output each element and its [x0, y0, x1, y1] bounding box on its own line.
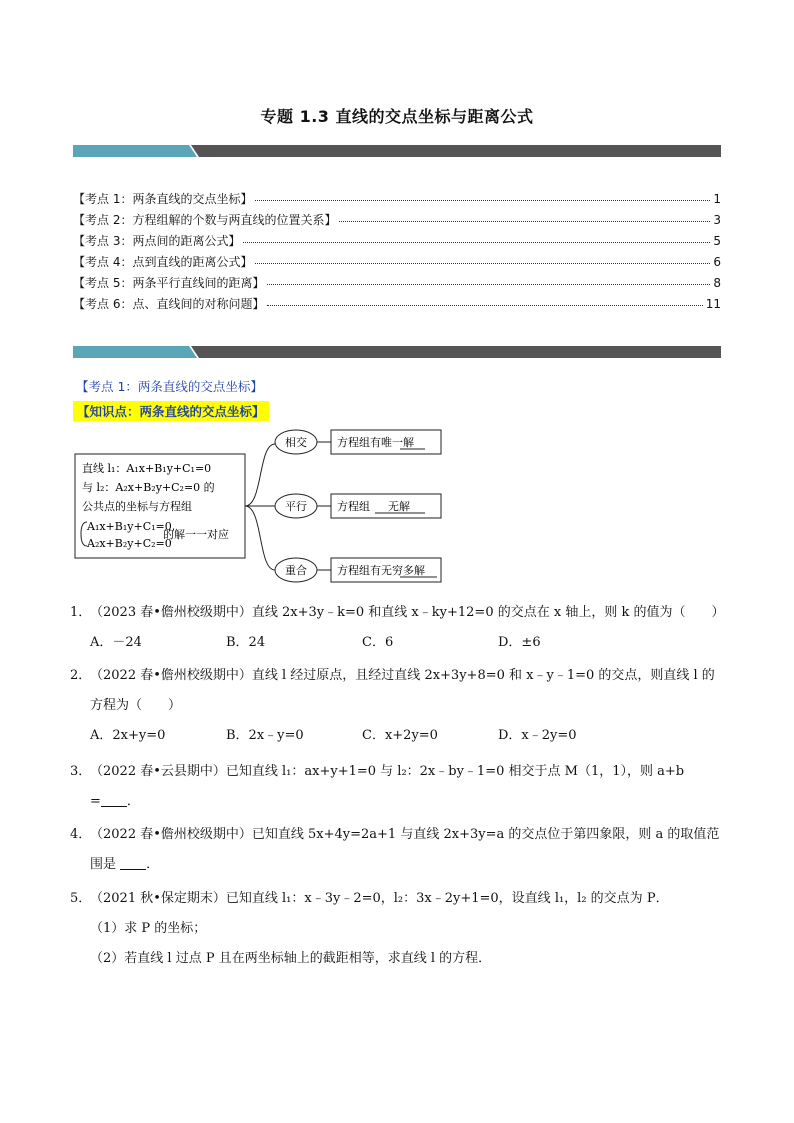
option-d[interactable]: D．±6	[498, 635, 541, 650]
relation-label: 相交	[285, 436, 307, 449]
relation-label: 平行	[285, 500, 307, 513]
diagram-left-line: 公共点的坐标与方程组	[82, 500, 192, 513]
question-text: （2021 秋•保定期末）已知直线 l₁：x﹣3y﹣2=0，l₂：3x﹣2y+1=0，设直线 l₁，l₂ 的交点为 P．	[90, 891, 669, 906]
toc-item[interactable]: 【考点 6：点、直线间的对称问题】 11	[73, 297, 721, 311]
question-text: （2022 春•儋州校级期中）直线 l 经过原点，且经过直线 2x+3y+8=0 和 x﹣y﹣1=0 的交点，则直线 l 的	[90, 668, 715, 683]
result-prefix: 方程组	[337, 500, 370, 513]
diagram-left-line: 与 l₂：A₂x+B₂y+C₂=0 的	[82, 481, 215, 494]
answer-blank[interactable]	[101, 792, 127, 807]
toc-item[interactable]: 【考点 2：方程组解的个数与两直线的位置关系】 3	[73, 213, 721, 227]
question-text-cont: 方程为（ ）	[90, 698, 182, 713]
subquestion-1: （1）求 P 的坐标；	[90, 921, 207, 936]
page-title: 专题 1.3 直线的交点坐标与距离公式	[260, 107, 534, 126]
question-4: 4．（2022 春•儋州校级期中）已知直线 5x+4y=2a+1 与直线 2x+3y=a 的交点位于第四象限，则 a 的取值范 围是 ．	[70, 827, 720, 872]
relation-diagram	[73, 424, 493, 584]
toc-item[interactable]: 【考点 5：两条平行直线间的距离】 8	[73, 276, 721, 290]
relation-label: 重合	[285, 564, 307, 577]
section-heading: 【考点 1：两条直线的交点坐标】	[76, 379, 263, 394]
subquestion-2: （2）若直线 l 过点 P 且在两坐标轴上的截距相等，求直线 l 的方程．	[90, 951, 492, 966]
result-text: 无解	[388, 500, 410, 513]
header-band	[73, 145, 721, 157]
diagram-left-line: 直线 l₁：A₁x+B₁y+C₁=0	[82, 462, 212, 475]
toc-item[interactable]: 【考点 4：点到直线的距离公式】 6	[73, 255, 721, 269]
result-text: 方程组有无穷多解	[337, 564, 425, 577]
result-text: 方程组有唯一解	[337, 436, 414, 449]
question-2: 2．（2022 春•儋州校级期中）直线 l 经过原点，且经过直线 2x+3y+8=0 和 x﹣y﹣1=0 的交点，则直线 l 的 方程为（ ） A．2x+y=0 B．2x﹣y=0 C．x+2y=0 D．x﹣2y=0	[70, 666, 730, 746]
option-c[interactable]: C．6	[362, 635, 394, 650]
option-d[interactable]: D．x﹣2y=0	[498, 728, 577, 743]
toc-item[interactable]: 【考点 3：两点间的距离公式】 5	[73, 234, 721, 248]
question-text: （2022 春•云县期中）已知直线 l₁：ax+y+1=0 与 l₂：2x﹣by﹣1=0 相交于点 M（1，1），则 a+b	[90, 764, 685, 779]
option-a[interactable]: A．2x+y=0	[90, 728, 166, 743]
table-of-contents	[73, 190, 721, 316]
diagram-system-tail: 的解一一对应	[163, 528, 229, 541]
question-text: （2023 春•儋州校级期中）直线 2x+3y﹣k=0 和直线 x﹣ky+12=0 的交点在 x 轴上，则 k 的值为（ ）	[90, 605, 725, 620]
knowledge-point-label: 【知识点：两条直线的交点坐标】	[73, 401, 269, 421]
option-a[interactable]: A．－24	[90, 635, 142, 650]
question-text: （2022 春•儋州校级期中）已知直线 5x+4y=2a+1 与直线 2x+3y=a 的交点位于第四象限，则 a 的取值范	[90, 827, 720, 842]
question-5: 5．（2021 秋•保定期末）已知直线 l₁：x﹣3y﹣2=0，l₂：3x﹣2y+1=0，设直线 l₁，l₂ 的交点为 P． （1）求 P 的坐标； （2）若直线 l 过点 P 且在两坐标轴上的截距相等，求直线 l 的方程．	[70, 889, 730, 969]
option-c[interactable]: C．x+2y=0	[362, 728, 438, 743]
diagram-system-eq2: A₂x+B₂y+C₂=0	[87, 537, 172, 550]
question-1: 1．（2023 春•儋州校级期中）直线 2x+3y﹣k=0 和直线 x﹣ky+12=0 的交点在 x 轴上，则 k 的值为（ ） A．－24 B．24 C．6 D．±6	[70, 603, 730, 653]
option-b[interactable]: B．24	[226, 635, 266, 650]
question-3: 3．（2022 春•云县期中）已知直线 l₁：ax+y+1=0 与 l₂：2x﹣by﹣1=0 相交于点 M（1，1），则 a+b = ．	[70, 764, 685, 809]
toc-item[interactable]: 【考点 1：两条直线的交点坐标】 1	[73, 192, 721, 206]
answer-blank[interactable]	[120, 855, 146, 870]
option-b[interactable]: B．2x﹣y=0	[226, 728, 304, 743]
diagram-system-eq1: A₁x+B₁y+C₁=0,	[87, 520, 176, 533]
section-band	[73, 346, 721, 358]
